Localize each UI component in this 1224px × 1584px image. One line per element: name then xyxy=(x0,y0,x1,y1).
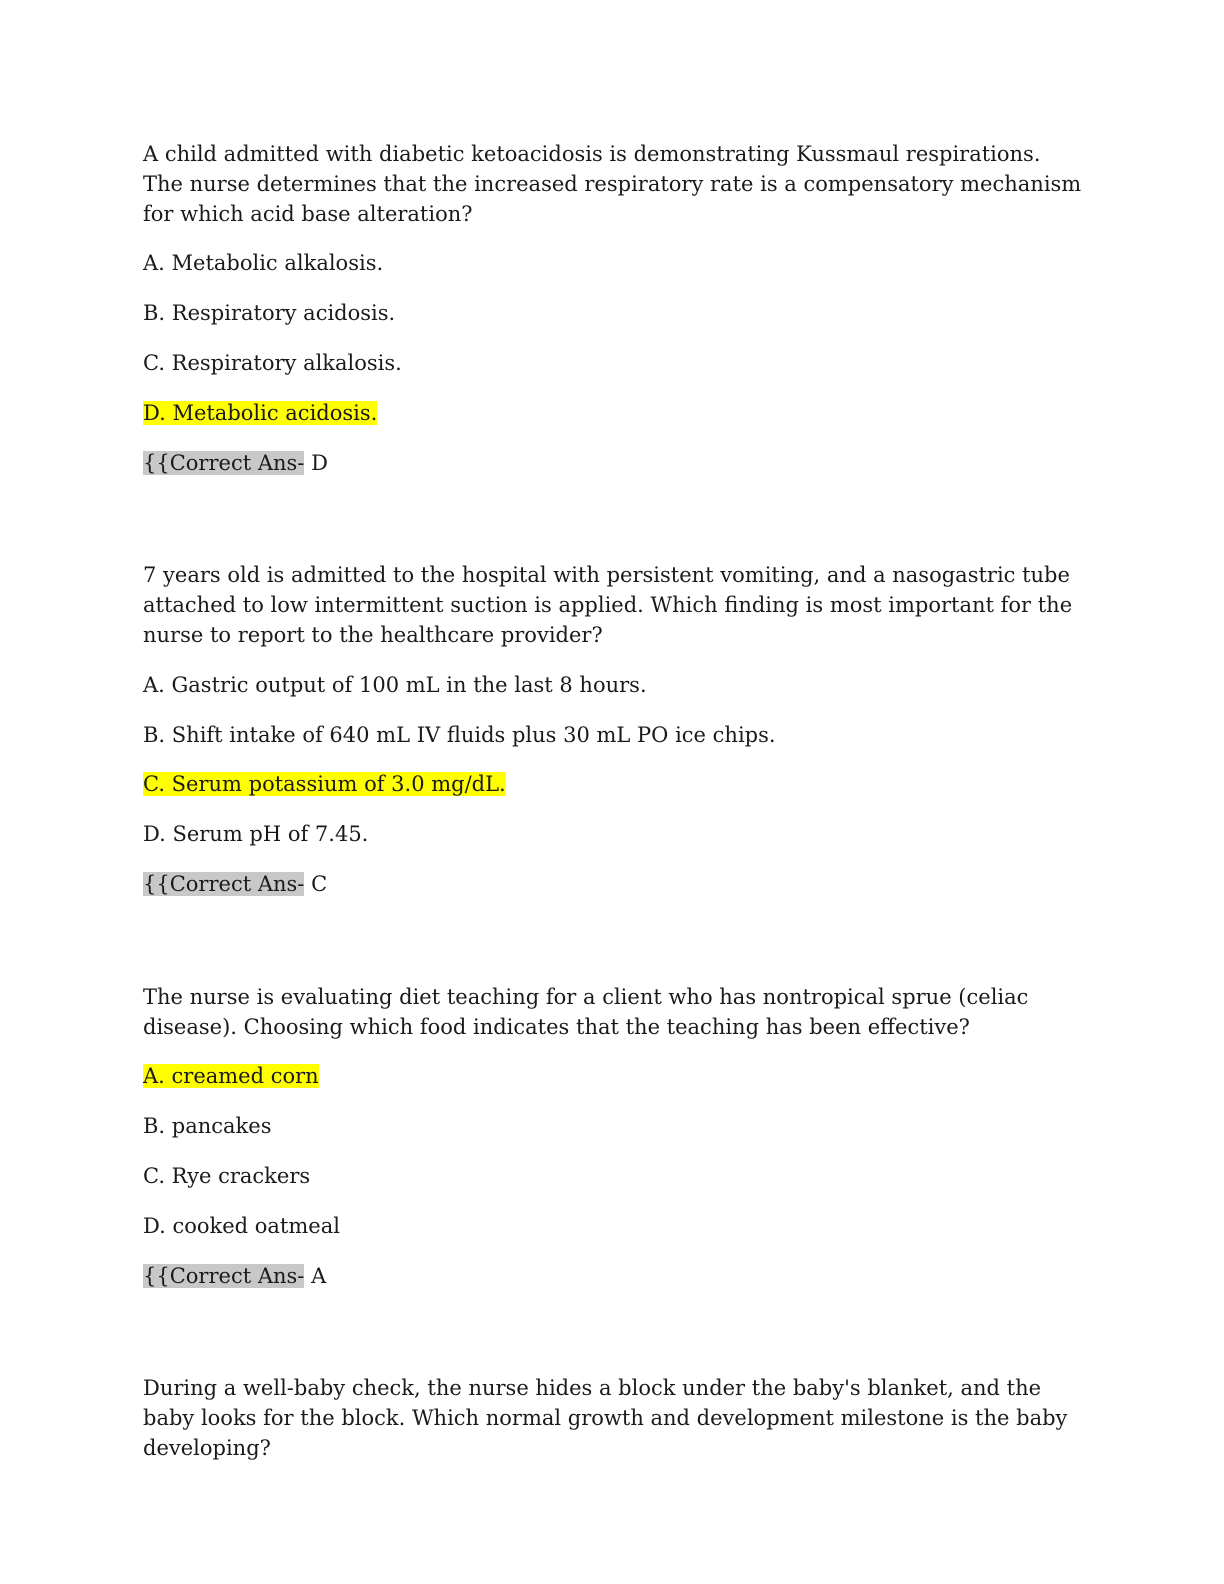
question-text: A child admitted with diabetic ketoacidosis is demonstrating Kussmaul respirations. The nurse determines that the increased respiratory rate is a compensatory mechanism for which acid base alteration? xyxy=(143,142,1082,226)
document-page xyxy=(143,140,1083,1484)
correct-answer-value: C xyxy=(304,871,328,896)
correct-answer-tag: {{Correct Ans- xyxy=(143,871,305,896)
correct-answer-line xyxy=(143,449,1083,479)
highlighted-option: D. Metabolic acidosis. xyxy=(143,400,378,425)
answer-option-c xyxy=(143,770,1083,800)
answer-option-a: A. Gastric output of 100 mL in the last 8 hours. xyxy=(143,672,647,697)
answer-option-d xyxy=(143,399,1083,429)
correct-answer-line xyxy=(143,870,1083,900)
correct-answer-value: D xyxy=(304,450,328,475)
answer-option-b: B. Respiratory acidosis. xyxy=(143,301,396,326)
answer-option-d: D. cooked oatmeal xyxy=(143,1213,340,1238)
answer-option-c: C. Respiratory alkalosis. xyxy=(143,350,402,375)
answer-option-d: D. Serum pH of 7.45. xyxy=(143,822,369,847)
question-text: The nurse is evaluating diet teaching for a client who has nontropical sprue (celiac disease). Choosing which food indicates that the teaching has been effective? xyxy=(143,984,1029,1039)
highlighted-option: C. Serum potassium of 3.0 mg/dL. xyxy=(143,772,506,797)
correct-answer-tag: {{Correct Ans- xyxy=(143,1263,305,1288)
correct-answer-line xyxy=(143,1262,1083,1292)
highlighted-option: A. creamed corn xyxy=(143,1064,319,1089)
question-text: During a well-baby check, the nurse hides a block under the baby's blanket, and the baby looks for the block. Which normal growth and development milestone is the baby developing? xyxy=(143,1376,1068,1460)
question-block-1 xyxy=(143,140,1083,478)
answer-option-b: B. pancakes xyxy=(143,1114,272,1139)
answer-option-a xyxy=(143,1062,1083,1092)
answer-option-b: B. Shift intake of 640 mL IV fluids plus 30 mL PO ice chips. xyxy=(143,722,776,747)
answer-option-c: C. Rye crackers xyxy=(143,1163,311,1188)
correct-answer-tag: {{Correct Ans- xyxy=(143,450,305,475)
correct-answer-value: A xyxy=(304,1263,327,1288)
question-text: 7 years old is admitted to the hospital with persistent vomiting, and a nasogastric tube attached to low intermittent suction is applied. Which finding is most important for the nurse to report to the healthcare provider? xyxy=(143,563,1073,647)
answer-option-a: A. Metabolic alkalosis. xyxy=(143,251,384,276)
question-block-3 xyxy=(143,983,1083,1292)
question-block-4 xyxy=(143,1374,1083,1463)
question-block-2 xyxy=(143,561,1083,899)
